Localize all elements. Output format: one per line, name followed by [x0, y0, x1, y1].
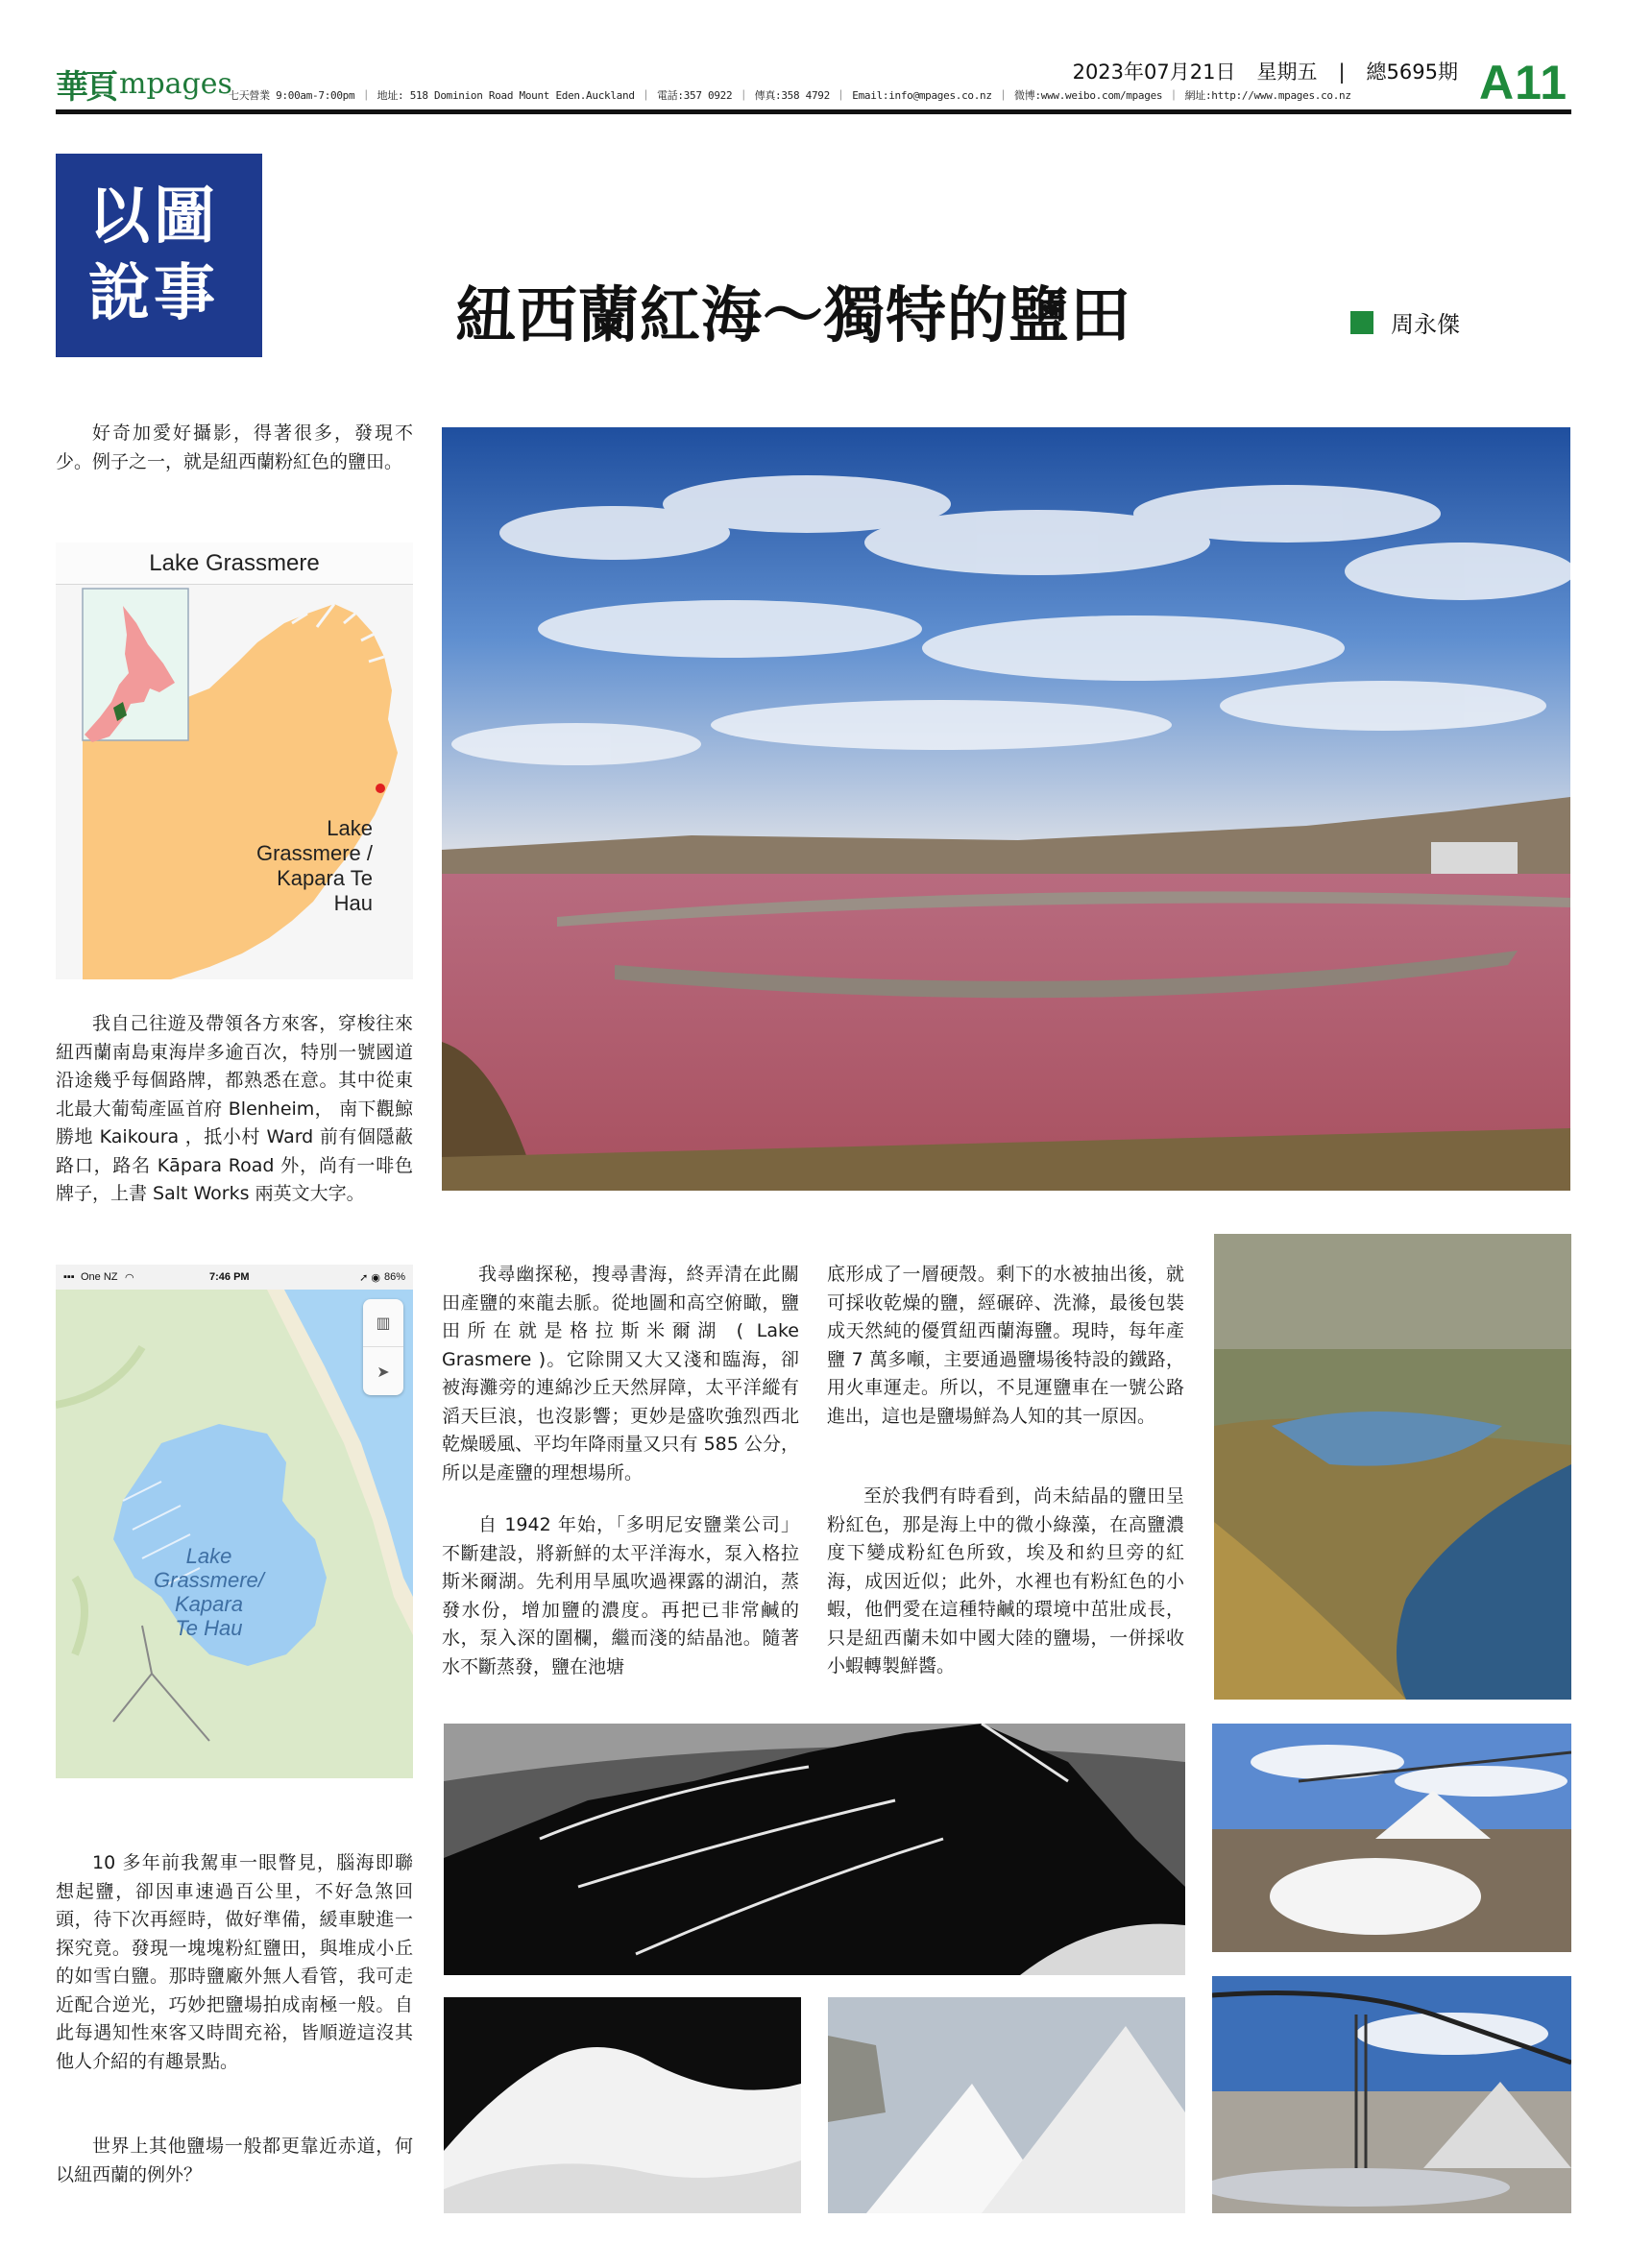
issue-number: 總5695期: [1366, 60, 1458, 84]
section-badge: [56, 154, 262, 357]
author-byline: [1350, 305, 1460, 339]
paragraph-harvest: 底形成了一層硬殼。剩下的水被抽出後，就可採收乾燥的鹽，經碾碎、洗滌，最後包裝成天然純的優質紐西蘭海鹽。現時，每年產鹽 7 萬多噸，主要通過鹽場後特設的鐵路，用火車運走。所以，不見運鹽車在一號公路進出，這也是鹽場鮮為人知的其一原因。: [827, 1264, 1184, 1427]
phone-map-screenshot: [56, 1265, 413, 1778]
status-time: 7:46 PM: [209, 1271, 250, 1283]
location-status-icon: ➚ ◉: [359, 1272, 380, 1284]
lake-grassmere-region-map: [56, 543, 413, 979]
map-lake-label-line: Hau: [333, 891, 373, 915]
section-badge-line-1: 以圖: [88, 181, 219, 253]
map-title: Lake Grassmere: [56, 543, 413, 585]
map-lake-label-line: Grassmere /: [255, 841, 373, 865]
pink-salt-lake-panorama-photo: [442, 427, 1570, 1191]
map-icon[interactable]: ▥: [363, 1299, 403, 1347]
map-lake-label: [256, 816, 373, 916]
map-controls[interactable]: [363, 1299, 403, 1395]
author-name: 周永傑: [1391, 311, 1460, 338]
divider: |: [1338, 60, 1346, 84]
black-white-salt-mound-photo: [444, 1724, 1185, 1975]
green-square-icon: [1350, 311, 1373, 334]
logo-english-text: mpages: [119, 66, 232, 101]
masthead: [56, 53, 1571, 114]
wifi-icon: ◠: [125, 1272, 134, 1284]
paragraph-route: 我自己往遊及帶領各方來客，穿梭往來紐西蘭南島東海岸多逾百次，特別一號國道沿途幾乎每個路牌，都熟悉在意。其中從東北最大葡萄產區首府 Blenheim， 南下觀鯨勝地 Kaikoura ，抵小村 Ward 前有個隱蔽路口，路名 Kāpara Road 外，尚有一啡色牌子，上書 Salt Works 兩英文大字。: [56, 1013, 413, 1204]
issue-weekday: 星期五: [1256, 60, 1318, 84]
logo-chinese-text: 華頁: [56, 67, 115, 107]
salt-pool-photo: [1212, 1724, 1571, 1952]
snow-like-salt-dunes-photo: [444, 1997, 801, 2213]
phone-map-lake-label: [154, 1544, 264, 1640]
contact-info-strip: 七天營業 9:00am-7:00pm ｜ 地址: 518 Dominion Road Mount Eden.Auckland ｜ 電話:357 0922 ｜ 傳真:358 4792 ｜ Email:info@mpages.co.nz ｜ 微博:www.weibo.com/mpages ｜ 網址:http://www.mpages.co.nz: [229, 89, 1351, 102]
phone-map-lake-label-line: Lake: [185, 1544, 232, 1568]
signal-icon: ▪▪▪: [63, 1271, 75, 1283]
paragraph-pink-color: 至於我們有時看到，尚未結晶的鹽田呈粉紅色，那是海上中的微小綠藻，在高鹽濃度下變成粉紅色所致，埃及和約旦旁的紅海，成因近似；此外，水裡也有粉紅色的小蝦，他們愛在這種特鹹的環境中茁壯成長，只是紐西蘭未如中國大陸的鹽場，一併採收小蝦轉製鮮醬。: [827, 1485, 1184, 1677]
map-lake-label-line: Lake: [327, 816, 373, 840]
article-headline: 紐西蘭紅海～獨特的鹽田: [455, 279, 1131, 350]
phone-status-bar: [56, 1265, 413, 1290]
region-map-graphic: [56, 585, 413, 979]
issue-date-line: [1073, 57, 1458, 85]
aerial-lake-view-photo: [1214, 1234, 1571, 1700]
phone-map-lake-label-line: Kapara: [174, 1592, 243, 1616]
phone-map-graphic: [56, 1290, 413, 1778]
issue-date: 2023年07月21日: [1072, 60, 1236, 84]
white-salt-piles-photo: [828, 1997, 1185, 2213]
paragraph-intro: 好奇加愛好攝影，得著很多，發現不少。例子之一，就是紐西蘭粉紅色的鹽田。: [56, 422, 413, 472]
paragraph-history: 自 1942 年始，「多明尼安鹽業公司」不斷建設，將新鮮的太平洋海水，泵入格拉斯米爾湖。先利用旱風吹過裸露的湖泊，蒸發水份，增加鹽的濃度。再把已非常鹹的水，泵入深的圍欄，繼而淺的結晶池。隨著水不斷蒸發，鹽在池塘: [442, 1514, 799, 1677]
paragraph-geography: 我尋幽探秘，搜尋書海，終弄清在此關田產鹽的來龍去脈。從地圖和高空俯瞰，鹽田所在就是格拉斯米爾湖 ( Lake Grasmere )。它除開又大又淺和臨海，卻被海灘旁的連綿沙丘天然屏障，太平洋縱有滔天巨浪，也沒影響；更妙是盛吹強烈西北乾燥暖風、平均年降雨量又只有 585 公分，所以是產鹽的理想場所。: [442, 1264, 799, 1484]
map-lake-label-line: Kapara Te: [277, 866, 373, 890]
lake-location-marker: [376, 784, 385, 793]
mpages-logo[interactable]: [56, 66, 232, 107]
salt-works-conveyor-photo: [1212, 1976, 1571, 2213]
paragraph-question: 世界上其他鹽場一般都更靠近赤道，何以紐西蘭的例外？: [56, 2135, 413, 2185]
page-number: A11: [1479, 56, 1567, 109]
location-arrow-icon[interactable]: ➤: [377, 1362, 390, 1381]
paragraph-discovery: 10 多年前我駕車一眼瞥見，腦海即聯想起鹽，卻因車速過百公里，不好急煞回頭，待下次再經時，做好準備，緩車駛進一探究竟。發現一塊塊粉紅鹽田，與堆成小丘的如雪白鹽。那時鹽廠外無人看管，我可走近配合逆光，巧妙把鹽場拍成南極一般。自此每遇知性來客又時間充裕，皆順遊這沒其他人介紹的有趣景點。: [56, 1852, 413, 2072]
battery-level: 86%: [383, 1271, 405, 1283]
carrier-name: One NZ: [81, 1271, 118, 1283]
section-badge-line-2: 說事: [88, 258, 219, 329]
phone-map-lake-label-line: Te Hau: [175, 1616, 243, 1640]
phone-map-lake-label-line: Grassmere/: [154, 1568, 264, 1592]
